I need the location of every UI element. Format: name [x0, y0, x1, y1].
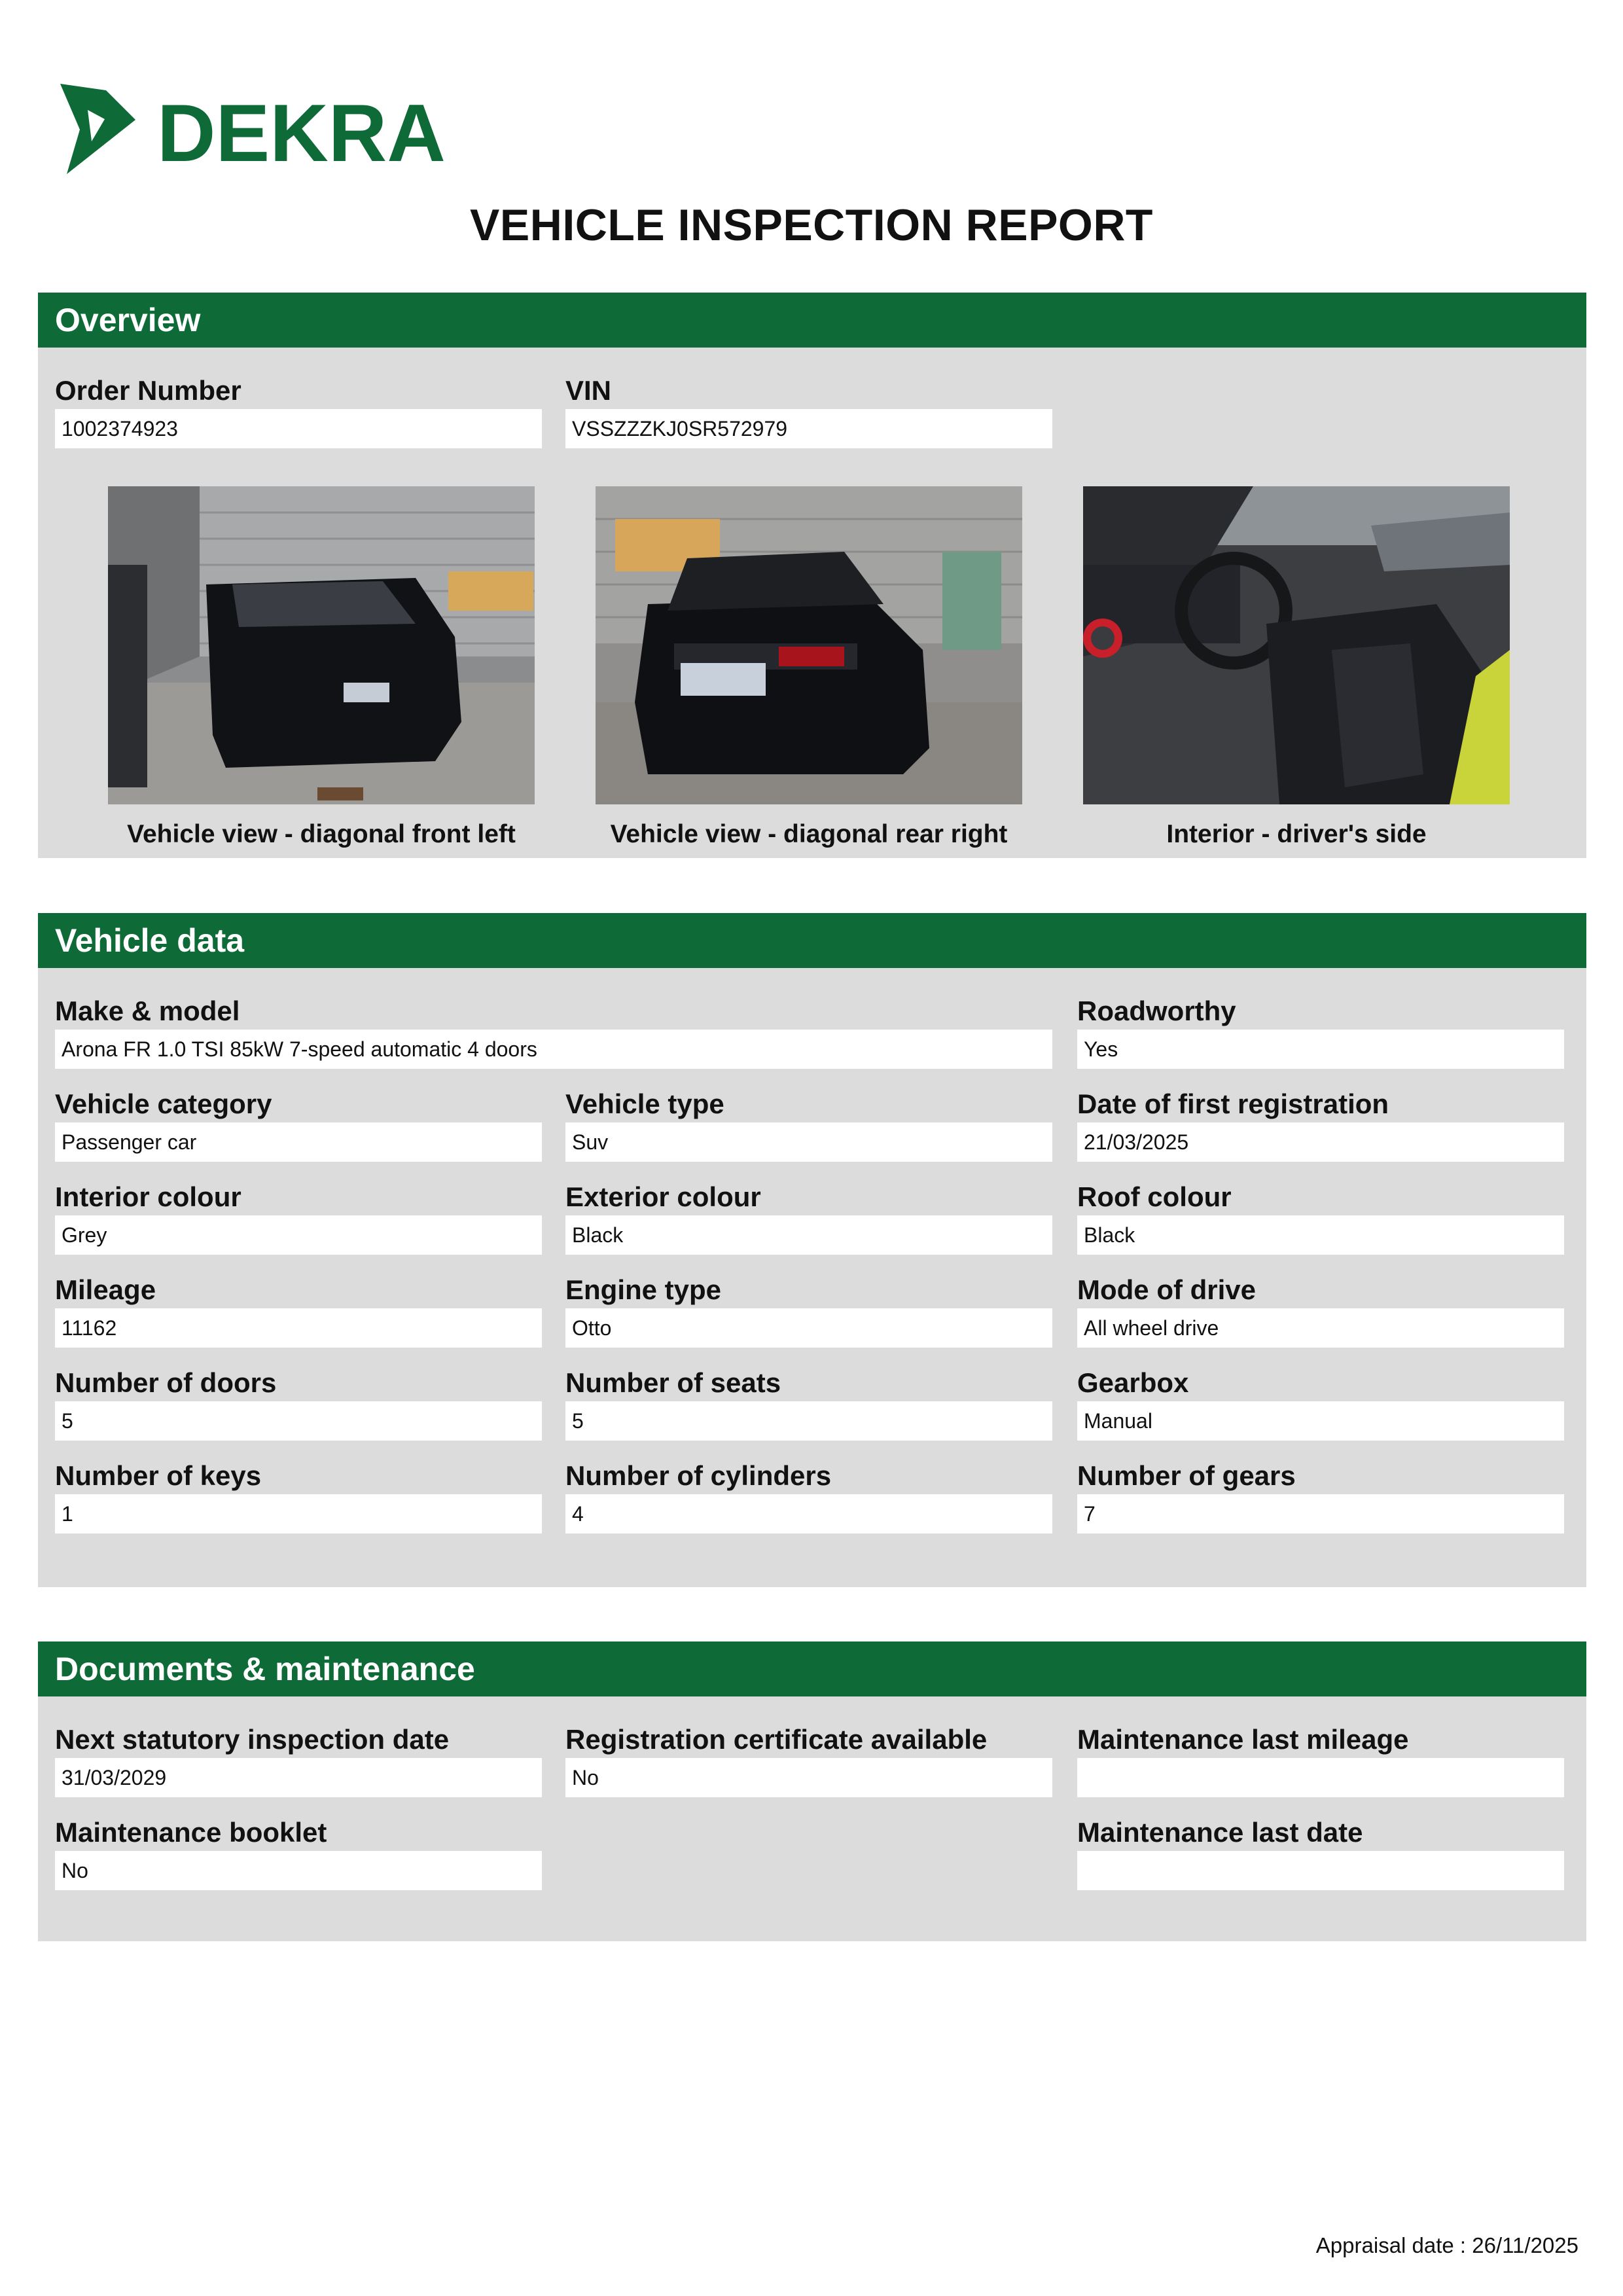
number-of-gears-label: Number of gears: [1077, 1460, 1296, 1491]
roadworthy-field: [1077, 994, 1564, 1069]
roof-colour-label: Roof colour: [1077, 1181, 1232, 1212]
maintenance-last-date-label: Maintenance last date: [1077, 1817, 1363, 1848]
photo-front-left-image: [108, 486, 535, 804]
next-inspection-value: 31/03/2029: [55, 1758, 542, 1797]
roof-colour-value: Black: [1077, 1215, 1564, 1255]
documents-section: [38, 1641, 1586, 1941]
appraisal-date-label: Appraisal date :: [1315, 2233, 1472, 2257]
roadworthy-value: Yes: [1077, 1030, 1564, 1069]
mode-of-drive-value: All wheel drive: [1077, 1308, 1564, 1348]
next-inspection-label: Next statutory inspection date: [55, 1724, 450, 1755]
maintenance-last-mileage-label: Maintenance last mileage: [1077, 1724, 1409, 1755]
registration-certificate-label: Registration certificate available: [565, 1724, 988, 1755]
mileage-field: [55, 1273, 542, 1348]
photo-interior: [1083, 486, 1510, 848]
mileage-value: 11162: [55, 1308, 542, 1348]
vin-label: VIN: [565, 375, 612, 406]
vehicle-data-section: [38, 913, 1586, 1587]
photo-rear-right: [596, 486, 1022, 848]
make-model-label: Make & model: [55, 996, 240, 1026]
maintenance-last-mileage-value: [1077, 1758, 1564, 1797]
interior-colour-field: [55, 1180, 542, 1255]
exterior-colour-value: Black: [565, 1215, 1052, 1255]
appraisal-date-value: 26/11/2025: [1472, 2233, 1578, 2257]
exterior-colour-label: Exterior colour: [565, 1181, 761, 1212]
mileage-label: Mileage: [55, 1274, 156, 1305]
appraisal-date: [1316, 2233, 1578, 2258]
number-of-cylinders-field: [565, 1459, 1052, 1534]
gearbox-value: Manual: [1077, 1401, 1564, 1441]
first-registration-label: Date of first registration: [1077, 1088, 1389, 1119]
engine-type-field: [565, 1273, 1052, 1348]
engine-type-value: Otto: [565, 1308, 1052, 1348]
maintenance-booklet-field: [55, 1816, 542, 1890]
number-of-seats-label: Number of seats: [565, 1367, 781, 1398]
photo-front-left: [108, 486, 535, 848]
make-model-value: Arona FR 1.0 TSI 85kW 7-speed automatic 4 doors: [55, 1030, 1052, 1069]
number-of-doors-value: 5: [55, 1401, 542, 1441]
dekra-logo-wordmark: DEKRA: [157, 88, 446, 179]
photo-front-left-caption: Vehicle view - diagonal front left: [127, 820, 516, 848]
dekra-logo: [60, 84, 446, 179]
vehicle-data-header: Vehicle data: [38, 913, 1586, 968]
interior-colour-label: Interior colour: [55, 1181, 241, 1212]
gearbox-field: [1077, 1366, 1564, 1441]
number-of-gears-value: 7: [1077, 1494, 1564, 1534]
number-of-keys-label: Number of keys: [55, 1460, 262, 1491]
number-of-keys-field: [55, 1459, 542, 1534]
make-model-field: [55, 994, 1052, 1069]
order-number-value: 1002374923: [55, 409, 542, 448]
exterior-colour-field: [565, 1180, 1052, 1255]
number-of-doors-label: Number of doors: [55, 1367, 277, 1398]
vehicle-type-label: Vehicle type: [565, 1088, 724, 1119]
vehicle-type-field: [565, 1087, 1052, 1162]
number-of-seats-value: 5: [565, 1401, 1052, 1441]
vehicle-type-value: Suv: [565, 1122, 1052, 1162]
vin-field: [565, 374, 1052, 448]
vehicle-category-value: Passenger car: [55, 1122, 542, 1162]
number-of-gears-field: [1077, 1459, 1564, 1534]
photo-rear-right-image: [596, 486, 1022, 804]
first-registration-value: 21/03/2025: [1077, 1122, 1564, 1162]
number-of-keys-value: 1: [55, 1494, 542, 1534]
photo-interior-caption: Interior - driver's side: [1166, 820, 1427, 848]
vin-value: VSSZZZKJ0SR572979: [565, 409, 1052, 448]
vehicle-category-label: Vehicle category: [55, 1088, 272, 1119]
photo-rear-right-caption: Vehicle view - diagonal rear right: [610, 820, 1008, 848]
first-registration-field: [1077, 1087, 1564, 1162]
number-of-seats-field: [565, 1366, 1052, 1441]
vehicle-category-field: [55, 1087, 542, 1162]
maintenance-booklet-label: Maintenance booklet: [55, 1817, 327, 1848]
maintenance-last-date-value: [1077, 1851, 1564, 1890]
maintenance-last-mileage-field: [1077, 1723, 1564, 1797]
photo-interior-image: [1083, 486, 1510, 804]
mode-of-drive-label: Mode of drive: [1077, 1274, 1257, 1305]
order-number-field: [55, 374, 542, 448]
roof-colour-field: [1077, 1180, 1564, 1255]
number-of-cylinders-value: 4: [565, 1494, 1052, 1534]
interior-colour-value: Grey: [55, 1215, 542, 1255]
registration-certificate-value: No: [565, 1758, 1052, 1797]
maintenance-booklet-value: No: [55, 1851, 542, 1890]
maintenance-last-date-field: [1077, 1816, 1564, 1890]
mode-of-drive-field: [1077, 1273, 1564, 1348]
documents-header: Documents & maintenance: [38, 1641, 1586, 1696]
overview-header: Overview: [38, 293, 1586, 348]
roadworthy-label: Roadworthy: [1077, 996, 1236, 1026]
overview-section: [38, 293, 1586, 858]
engine-type-label: Engine type: [565, 1274, 722, 1305]
registration-certificate-field: [565, 1723, 1052, 1797]
report-title: VEHICLE INSPECTION REPORT: [470, 200, 1153, 250]
next-inspection-field: [55, 1723, 542, 1797]
order-number-label: Order Number: [55, 375, 241, 406]
gearbox-label: Gearbox: [1077, 1367, 1189, 1398]
number-of-doors-field: [55, 1366, 542, 1441]
number-of-cylinders-label: Number of cylinders: [565, 1460, 832, 1491]
